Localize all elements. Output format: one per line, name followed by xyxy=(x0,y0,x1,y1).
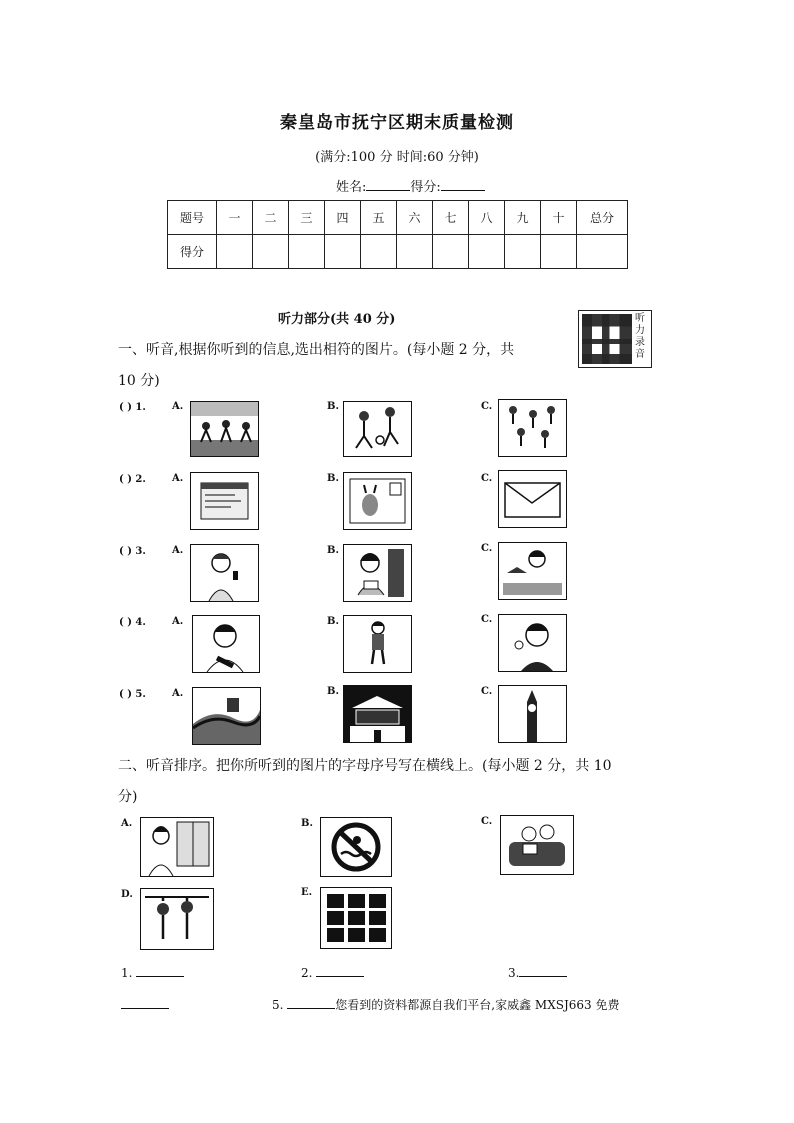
table-cell: 五 xyxy=(361,201,397,235)
table-cell: 四 xyxy=(325,201,361,235)
qr-code[interactable] xyxy=(578,310,652,368)
table-cell: 九 xyxy=(505,201,541,235)
option-label: C. xyxy=(481,686,493,697)
score-cell[interactable] xyxy=(217,235,253,269)
answer-blank[interactable] xyxy=(121,996,169,1009)
option-label: C. xyxy=(481,816,493,827)
qr-code-icon xyxy=(582,314,632,364)
name-score-row xyxy=(336,176,485,195)
answer-blank[interactable] xyxy=(519,964,567,977)
option-label: A. xyxy=(172,616,184,627)
table-cell: 得分 xyxy=(168,235,217,269)
option-label: A. xyxy=(172,545,184,556)
table-cell: 三 xyxy=(289,201,325,235)
boy-phone-image[interactable] xyxy=(190,544,259,602)
score-table-score-row xyxy=(168,235,628,269)
name-blank[interactable] xyxy=(366,178,410,191)
score-table-header-row xyxy=(168,201,628,235)
question-4-label: ( ) 4. xyxy=(119,617,146,628)
table-cell: 七 xyxy=(433,201,469,235)
table-cell: 八 xyxy=(469,201,505,235)
option-label: B. xyxy=(327,686,339,697)
part2-instruction: 二、听音排序。把你所听到的图片的字母序号写在横线上。(每小题 2 分，共 10 xyxy=(118,758,612,774)
table-cell: 十 xyxy=(541,201,577,235)
score-cell[interactable] xyxy=(469,235,505,269)
group-kids-image[interactable] xyxy=(498,399,567,457)
running-kids-image[interactable] xyxy=(190,401,259,457)
girl-reading-image[interactable] xyxy=(343,544,412,602)
answer-number: 1. xyxy=(121,966,133,980)
score-cell[interactable] xyxy=(289,235,325,269)
score-label: 得分: xyxy=(410,180,441,195)
part1-instruction: 一、听音,根据你听到的信息,选出相符的图片。(每小题 2 分，共 xyxy=(118,342,515,358)
score-cell[interactable] xyxy=(505,235,541,269)
qr-label: 听力录音 xyxy=(635,313,645,360)
footer-note: 您看到的资料都源自我们平台,家威鑫 MXSJ663 免费 xyxy=(335,998,620,1012)
answer-blank[interactable] xyxy=(287,996,335,1009)
page-title: 秦皇岛市抚宁区期末质量检测 xyxy=(280,113,514,133)
name-label: 姓名: xyxy=(336,180,367,195)
option-label: C. xyxy=(481,543,493,554)
great-wall-image[interactable] xyxy=(192,687,261,745)
score-cell[interactable] xyxy=(433,235,469,269)
kids-sofa-image[interactable] xyxy=(500,815,574,875)
answer-3 xyxy=(508,964,567,980)
score-cell[interactable] xyxy=(577,235,628,269)
big-ben-image[interactable] xyxy=(498,685,567,743)
answer-blank[interactable] xyxy=(136,964,184,977)
boy-standing-image[interactable] xyxy=(343,615,412,673)
answer-number: 5. xyxy=(272,998,284,1012)
option-label: E. xyxy=(301,887,313,898)
listening-section-title: 听力部分(共 40 分) xyxy=(278,312,396,327)
answer-number: 2. xyxy=(301,966,313,980)
boy-waving-image[interactable] xyxy=(498,614,567,672)
part1-instruction-cont: 10 分) xyxy=(118,373,160,389)
option-label: B. xyxy=(301,818,313,829)
answer-4 xyxy=(121,996,169,1012)
answer-2 xyxy=(301,964,364,980)
table-cell: 二 xyxy=(253,201,289,235)
answer-number: 3. xyxy=(508,966,520,980)
score-cell[interactable] xyxy=(397,235,433,269)
answer-1 xyxy=(121,964,184,980)
photo-grid-image[interactable] xyxy=(320,887,392,949)
answer-blank[interactable] xyxy=(316,964,364,977)
option-label: B. xyxy=(327,616,339,627)
option-label: C. xyxy=(481,614,493,625)
envelope-image[interactable] xyxy=(498,470,567,528)
option-label: B. xyxy=(327,473,339,484)
postcard-stamp-image[interactable] xyxy=(343,472,412,530)
football-kids-image[interactable] xyxy=(343,401,412,457)
answer-5 xyxy=(272,996,620,1013)
tiananmen-image[interactable] xyxy=(343,685,412,743)
option-label: A. xyxy=(172,401,184,412)
girl-window-image[interactable] xyxy=(140,817,214,877)
subway-passengers-image[interactable] xyxy=(140,888,214,950)
table-cell: 题号 xyxy=(168,201,217,235)
boy-model-image[interactable] xyxy=(498,542,567,600)
table-cell: 总分 xyxy=(577,201,628,235)
score-cell[interactable] xyxy=(253,235,289,269)
option-label: A. xyxy=(172,473,184,484)
boy-hurt-arm-image[interactable] xyxy=(192,615,260,673)
score-cell[interactable] xyxy=(325,235,361,269)
option-label: C. xyxy=(481,473,493,484)
question-3-label: ( ) 3. xyxy=(119,546,146,557)
exam-info: (满分:100 分 时间:60 分钟) xyxy=(315,150,479,165)
option-label: D. xyxy=(121,889,133,900)
question-1-label: ( ) 1. xyxy=(119,402,146,413)
option-label: C. xyxy=(481,401,493,412)
option-label: A. xyxy=(121,818,133,829)
question-2-label: ( ) 2. xyxy=(119,474,146,485)
option-label: A. xyxy=(172,688,184,699)
option-label: B. xyxy=(327,545,339,556)
table-cell: 六 xyxy=(397,201,433,235)
part2-instruction-cont: 分) xyxy=(118,789,138,805)
no-swimming-image[interactable] xyxy=(320,817,392,877)
table-cell: 一 xyxy=(217,201,253,235)
score-cell[interactable] xyxy=(541,235,577,269)
score-table xyxy=(167,200,628,269)
computer-email-image[interactable] xyxy=(190,472,259,530)
score-blank[interactable] xyxy=(441,178,485,191)
question-5-label: ( ) 5. xyxy=(119,689,146,700)
score-cell[interactable] xyxy=(361,235,397,269)
option-label: B. xyxy=(327,401,339,412)
